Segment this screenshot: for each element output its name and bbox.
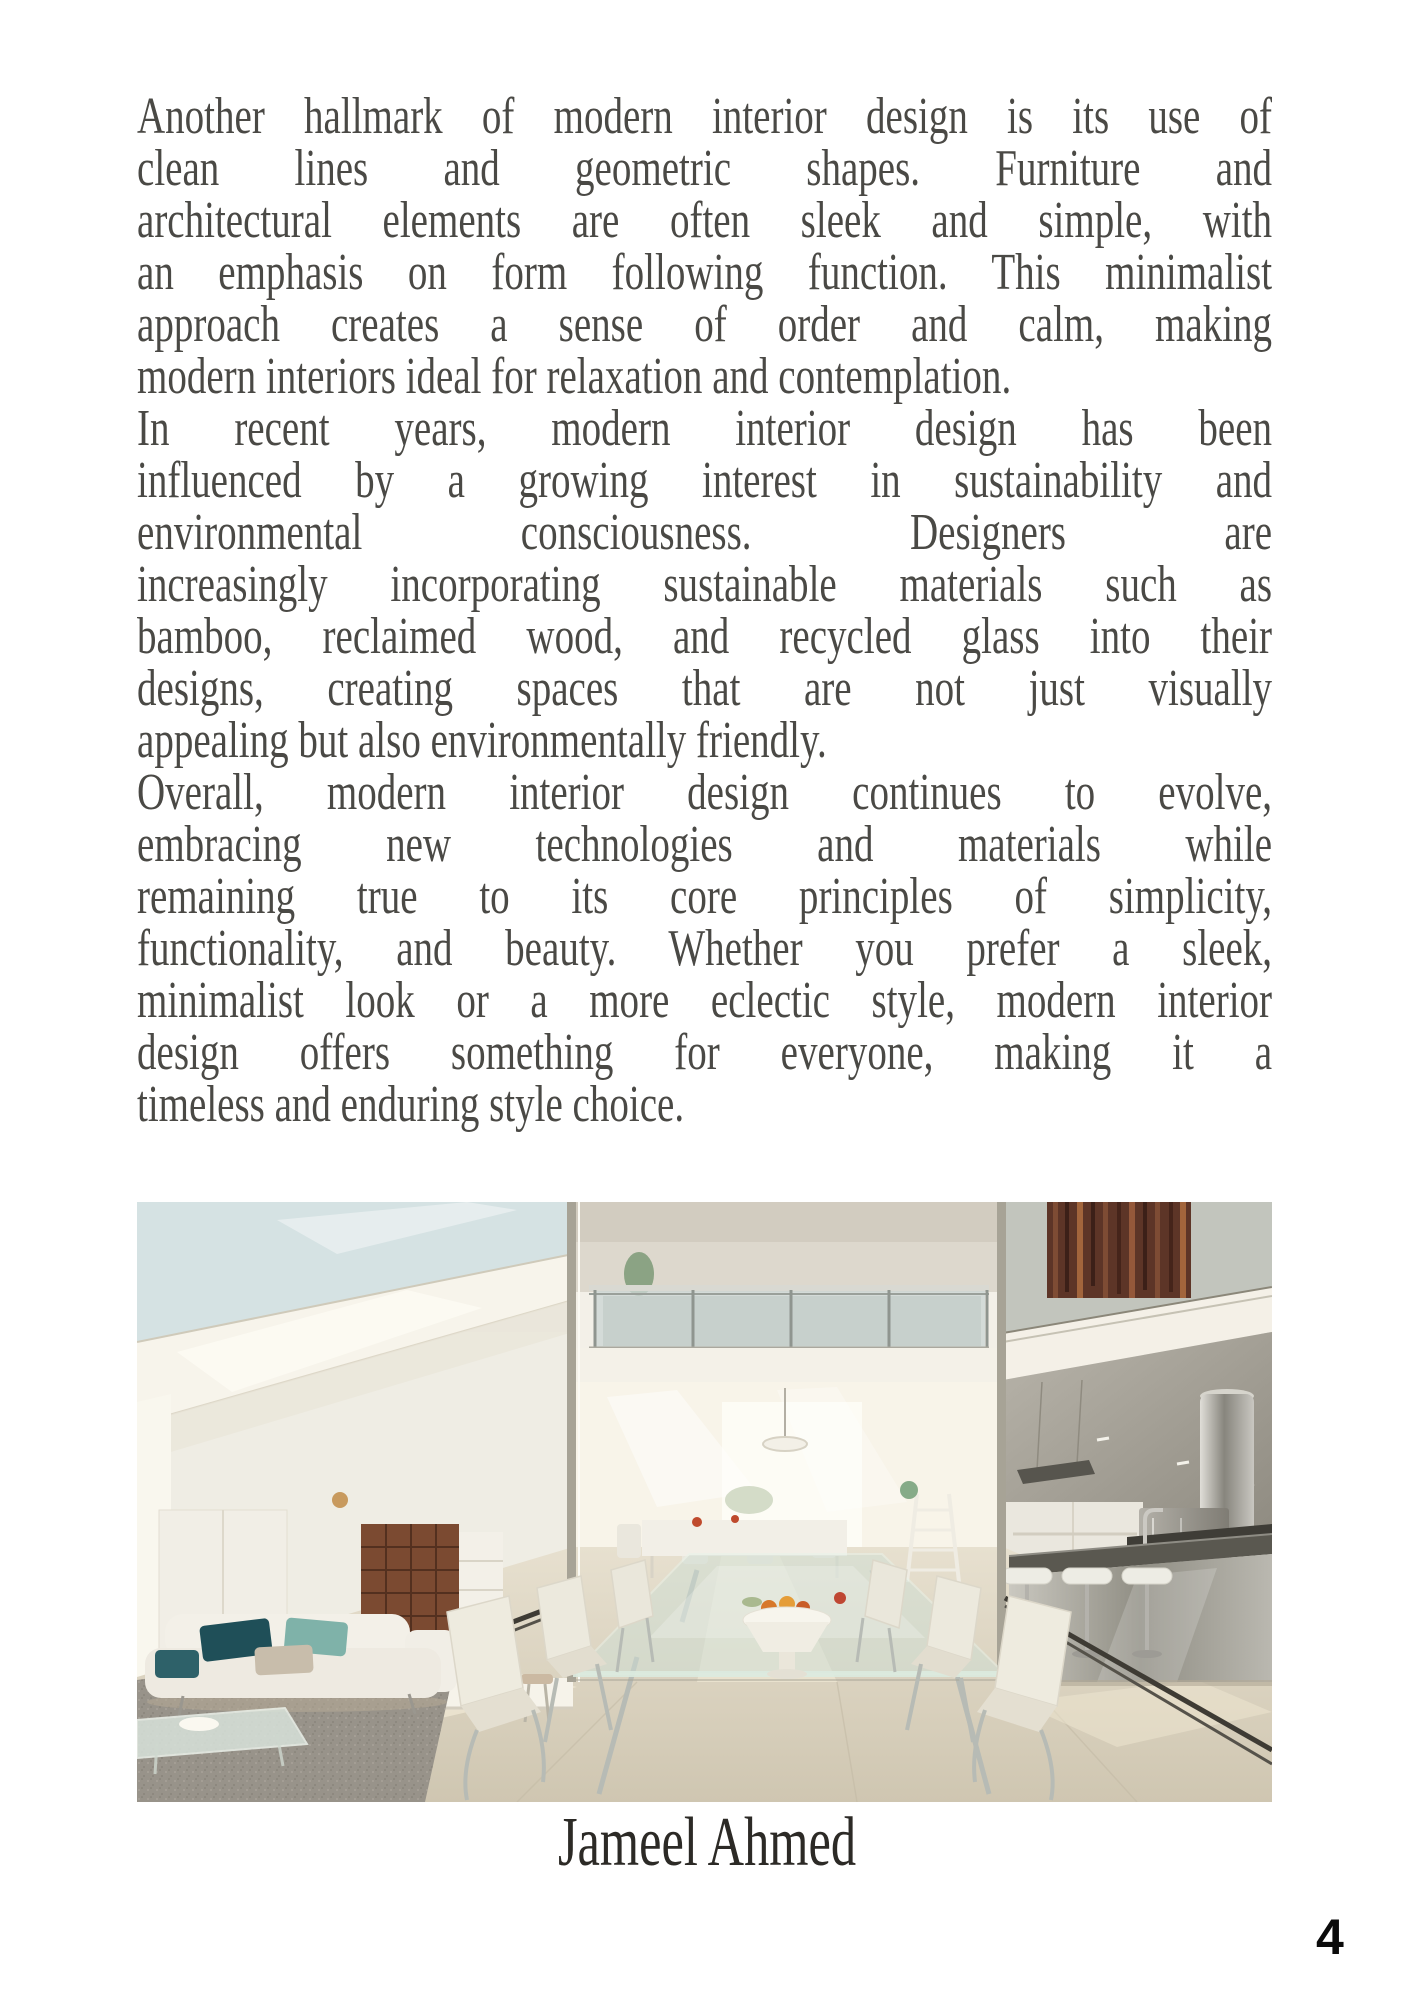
interior-photo-illustration bbox=[137, 1202, 1272, 1802]
body-text-line: an emphasis on form following function. This minimalist bbox=[137, 244, 1273, 301]
body-text-line: increasingly incorporating sustainable materials such as bbox=[137, 556, 1273, 613]
body-text-line: embracing new technologies and materials while bbox=[137, 816, 1273, 873]
body-text-line: environmental consciousness. Designers are bbox=[137, 504, 1273, 561]
living-area bbox=[137, 1614, 462, 1802]
photo-caption: Jameel Ahmed bbox=[557, 1804, 857, 1881]
body-text-line: architectural elements are often sleek and simple, with bbox=[137, 192, 1273, 249]
body-text-line: design offers something for everyone, making it a bbox=[137, 1024, 1273, 1081]
page-number: 4 bbox=[1316, 1909, 1344, 1965]
body-text-line: bamboo, reclaimed wood, and recycled glass into their bbox=[137, 608, 1273, 665]
body-text-line: Another hallmark of modern interior design is its use of bbox=[137, 88, 1273, 145]
body-text-line: timeless and enduring style choice. bbox=[137, 1076, 685, 1133]
wall-artwork bbox=[1047, 1202, 1191, 1298]
body-text-line: Overall, modern interior design continues to evolve, bbox=[137, 764, 1273, 821]
body-text bbox=[137, 88, 1273, 1133]
interior-photo bbox=[137, 1202, 1272, 1802]
right-upper-volume bbox=[1003, 1202, 1272, 1537]
body-text-line: clean lines and geometric shapes. Furniture and bbox=[137, 140, 1273, 197]
upstairs-gallery bbox=[573, 1202, 1003, 1386]
body-text-line: approach creates a sense of order and calm, making bbox=[137, 296, 1273, 353]
body-text-line: In recent years, modern interior design has been bbox=[137, 400, 1273, 457]
body-text-line: modern interiors ideal for relaxation and contemplation. bbox=[137, 348, 1012, 405]
body-text-line: influenced by a growing interest in sustainability and bbox=[137, 452, 1273, 509]
body-text-line: designs, creating spaces that are not just visually bbox=[137, 660, 1273, 717]
body-text-line: appealing but also environmentally friendly. bbox=[137, 712, 827, 769]
body-text-line: remaining true to its core principles of simplicity, bbox=[137, 868, 1273, 925]
body-text-line: minimalist look or a more eclectic style, modern interior bbox=[137, 972, 1273, 1029]
body-text-line: functionality, and beauty. Whether you prefer a sleek, bbox=[137, 920, 1273, 977]
